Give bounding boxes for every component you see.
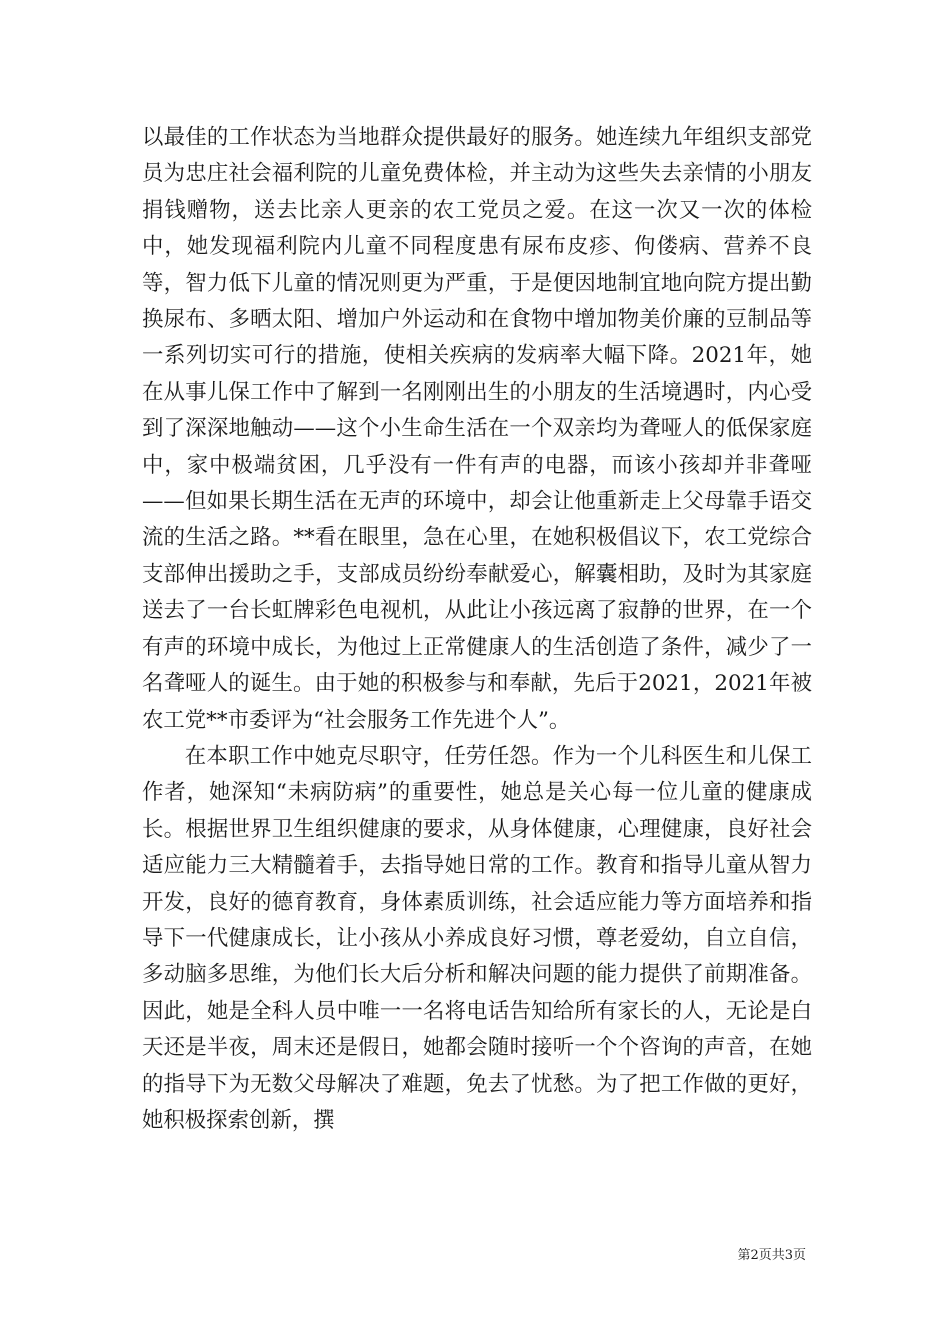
document-body <box>142 120 812 1139</box>
paragraph-duties: 在本职工作中她克尽职守，任劳任怨。作为一个儿科医生和儿保工作者，她深知“未病防病”的重要性，她总是关心每一位儿童的健康成长。根据世界卫生组织健康的要求，从身体健康，心理健康，良好社会适应能力三大精髓着手，去指导她日常的工作。教育和指导儿童从智力开发，良好的德育教育，身体素质训练，社会适应能力等方面培养和指导下一代健康成长，让小孩从小养成良好习惯，尊老爱幼，自立自信，多动脑多思维，为他们长大后分析和解决问题的能力提供了前期准备。因此，她是全科人员中唯一一名将电话告知给所有家长的人，无论是白天还是半夜，周末还是假日，她都会随时接听一个个咨询的声音，在她的指导下为无数父母解决了难题，免去了忧愁。为了把工作做的更好，她积极探索创新，撰 <box>142 743 812 1133</box>
page-number-footer: 第2页共3页 <box>737 1248 806 1263</box>
paragraph-continued: 以最佳的工作状态为当地群众提供最好的服务。她连续九年组织支部党员为忠庄社会福利院的儿童免费体检，并主动为这些失去亲情的小朋友捐钱赠物，送去比亲人更亲的农工党员之爱。在这一次又一次的体检中，她发现福利院内儿童不同程度患有尿布皮疹、佝偻病、营养不良等，智力低下儿童的情况则更为严重，于是便因地制宜地向院方提出勤换尿布、多晒太阳、增加户外运动和在食物中增加物美价廉的豆制品等一系列切实可行的措施，使相关疾病的发病率大幅下降。2021年，她在从事儿保工作中了解到一名刚刚出生的小朋友的生活境遇时，内心受到了深深地触动——这个小生命生活在一个双亲均为聋哑人的低保家庭中，家中极端贫困，几乎没有一件有声的电器，而该小孩却并非聋哑——但如果长期生活在无声的环境中，却会让他重新走上父母靠手语交流的生活之路。**看在眼里，急在心里，在她积极倡议下，农工党综合支部伸出援助之手，支部成员纷纷奉献爱心，解囊相助，及时为其家庭送去了一台长虹牌彩色电视机，从此让小孩远离了寂静的世界，在一个有声的环境中成长，为他过上正常健康人的生活创造了条件，减少了一名聋哑人的诞生。由于她的积极参与和奉献，先后于2021，2021年被农工党**市委评为“社会服务工作先进个人”。 <box>142 125 812 733</box>
